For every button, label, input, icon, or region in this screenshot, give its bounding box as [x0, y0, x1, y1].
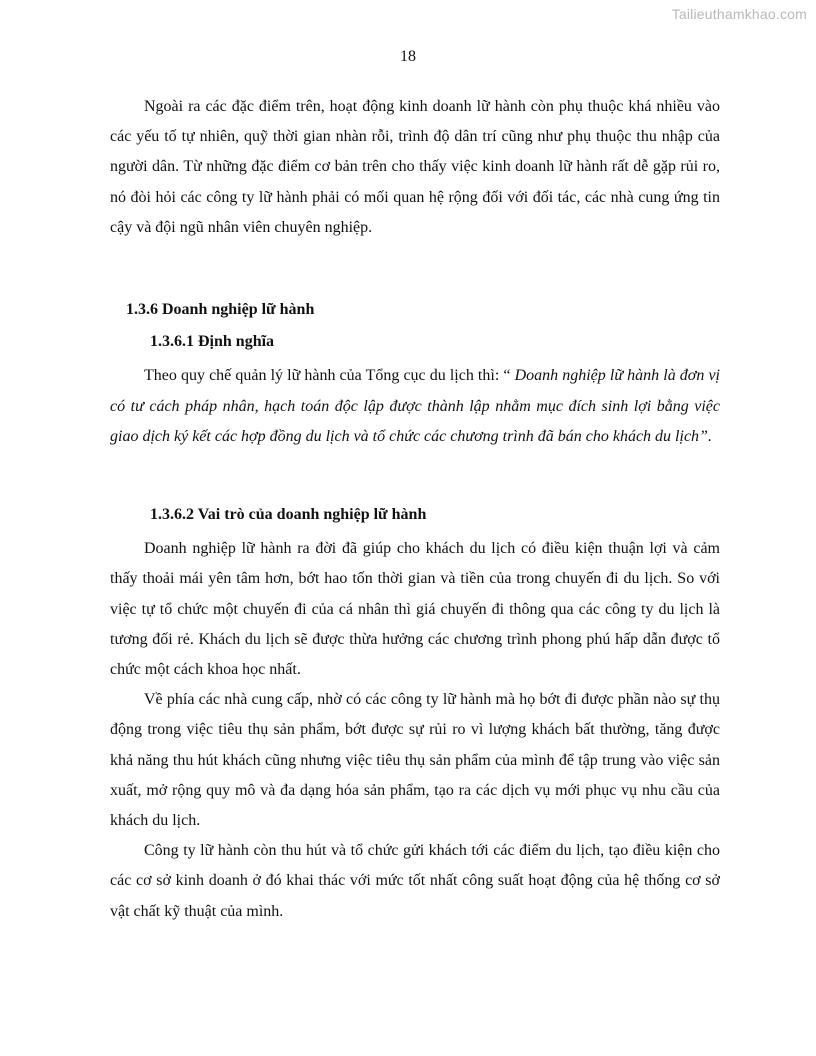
definition-paragraph	[110, 361, 720, 452]
definition-lead: Theo quy chế quản lý lữ hành của Tổng cục du lịch thì: “	[144, 367, 515, 385]
intro-paragraph: Ngoài ra các đặc điểm trên, hoạt động kinh doanh lữ hành còn phụ thuộc khá nhiều vào các yếu tố tự nhiên, quỹ thời gian nhàn rỗi, trình độ dân trí cũng như phụ thuộc thu nhập của người dân. Từ những đặc điểm cơ bản trên cho thấy việc kinh doanh lữ hành rất dễ gặp rủi ro, nó đòi hỏi các công ty lữ hành phải có mối quan hệ rộng đối với đối tác, các nhà cung ứng tin cậy và đội ngũ nhân viên chuyên nghiệp.	[110, 98, 720, 236]
subsection-heading-1-3-6-1: 1.3.6.1 Định nghĩa	[150, 333, 275, 351]
document-body	[110, 92, 720, 927]
definition-quote: Doanh nghiệp lữ hành là đơn vị có tư cách pháp nhân, hạch toán độc lập được thành lập nhằm mục đích sinh lợi bằng việc giao dịch ký kết các hợp đồng du lịch và tổ chức các chương trình đã bán cho khách du lịch”.	[110, 367, 720, 445]
role-paragraph-3: Công ty lữ hành còn thu hút và tổ chức gửi khách tới các điểm du lịch, tạo điều kiện cho các cơ sở kinh doanh ở đó khai thác với mức tốt nhất công suất hoạt động của hệ thống cơ sở vật chất kỹ thuật của mình.	[110, 842, 720, 920]
page-number: 18	[400, 48, 416, 65]
role-paragraph-2: Về phía các nhà cung cấp, nhờ có các công ty lữ hành mà họ bớt đi được phần nào sự thụ động trong việc tiêu thụ sản phẩm, bớt được sự rủi ro vì lượng khách bất thường, tăng được khả năng thu hút khách cũng nhưng việc tiêu thụ sản phẩm của mình để tập trung vào việc sản xuất, mở rộng quy mô và đa dạng hóa sản phẩm, tạo ra các dịch vụ mới phục vụ nhu cầu của khách du lịch.	[110, 691, 720, 830]
role-paragraph-1: Doanh nghiệp lữ hành ra đời đã giúp cho khách du lịch có điều kiện thuận lợi và cảm thấy thoải mái yên tâm hơn, bớt hao tốn thời gian và tiền của trong chuyến đi du lịch. So với việc tự tổ chức một chuyến đi của cá nhân thì giá chuyến đi thông qua các công ty du lịch là tương đối rẻ. Khách du lịch sẽ được thừa hưởng các chương trình phong phú hấp dẫn được tổ chức một cách khoa học nhất.	[110, 540, 720, 679]
subsection-heading-1-3-6-2: 1.3.6.2 Vai trò của doanh nghiệp lữ hành	[150, 506, 427, 524]
watermark: Tailieuthamkhao.com	[671, 6, 807, 22]
section-heading-1-3-6: 1.3.6 Doanh nghiệp lữ hành	[126, 301, 315, 319]
